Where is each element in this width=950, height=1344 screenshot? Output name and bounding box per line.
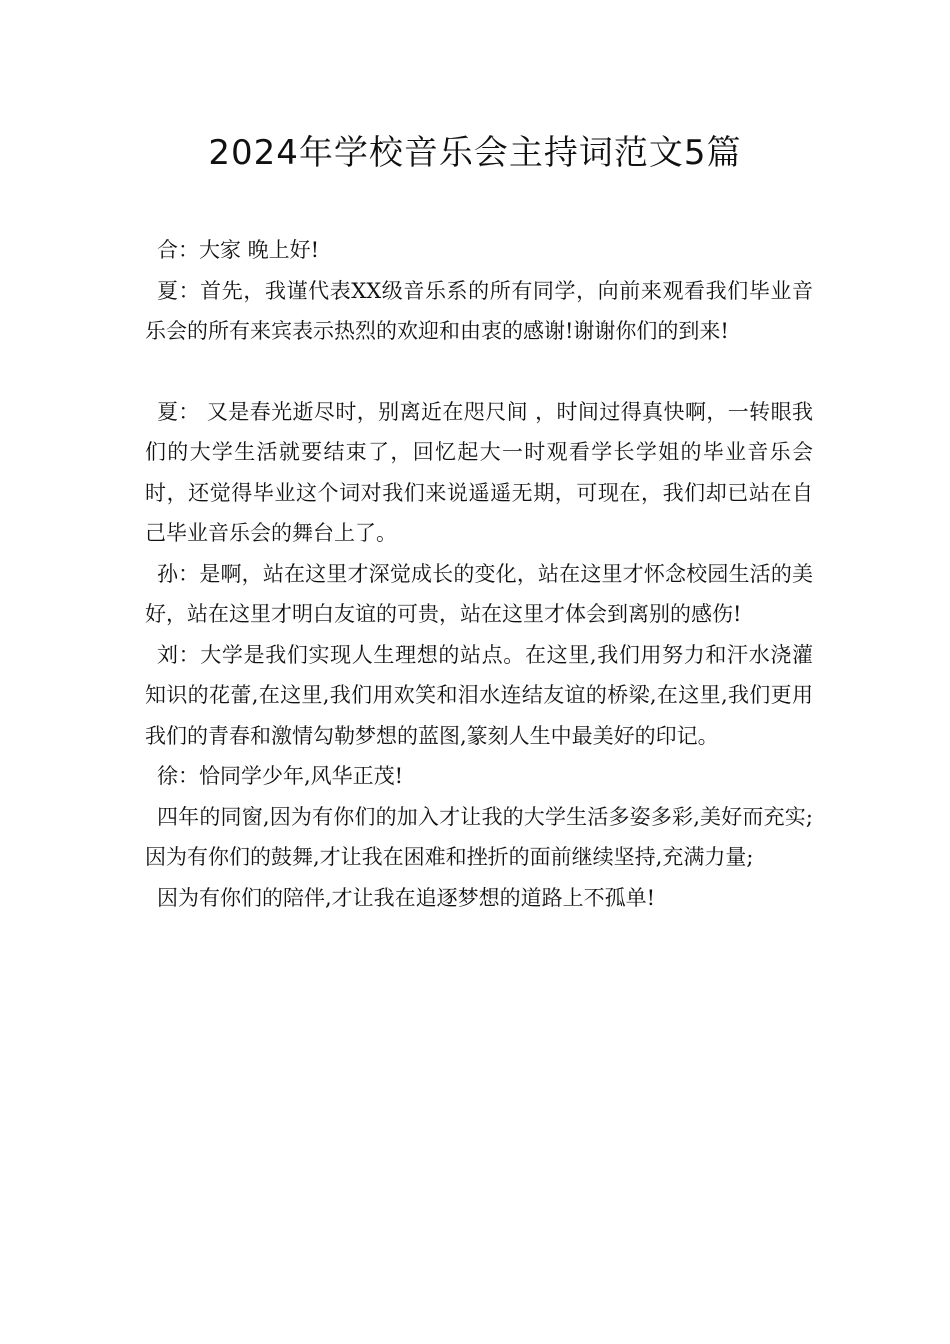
paragraph-welcome: 夏：首先，我谨代表XX级音乐系的所有同学，向前来观看我们毕业音乐会的所有来宾表示热烈的欢迎和由衷的感谢!谢谢你们的到来! <box>145 278 813 343</box>
document-body <box>145 230 813 918</box>
paragraph-xu: 徐：恰同学少年,风华正茂! <box>157 764 404 788</box>
paragraph-sun: 孙：是啊，站在这里才深觉成长的变化，站在这里才怀念校园生活的美好，站在这里才明白友谊的可贵，站在这里才体会到离别的感伤! <box>145 561 813 626</box>
paragraph-spacer <box>145 352 813 392</box>
paragraph-greeting: 合：大家 晚上好! <box>157 238 320 262</box>
document-title: 2024年学校音乐会主持词范文5篇 <box>208 133 742 173</box>
paragraph-companionship: 因为有你们的陪伴,才让我在追逐梦想的道路上不孤单! <box>157 885 656 910</box>
paragraph-classmates: 四年的同窗,因为有你们的加入才让我的大学生活多姿多彩,美好而充实;因为有你们的鼓舞,才让我在困难和挫折的面前继续坚持,充满力量; <box>145 804 813 869</box>
paragraph-spring: 夏： 又是春光逝尽时，别离近在咫尺间 ，时间过得真快啊，一转眼我们的大学生活就要结束了，回忆起大一时观看学长学姐的毕业音乐会时，还觉得毕业这个词对我们来说遥遥无期，可现在，我们却已站在自己毕业音乐会的舞台上了。 <box>145 399 813 545</box>
paragraph-liu: 刘：大学是我们实现人生理想的站点。在这里,我们用努力和汗水浇灌知识的花蕾,在这里,我们用欢笑和泪水连结友谊的桥梁,在这里,我们更用我们的青春和激情勾勒梦想的蓝图,篆刻人生中最美好的印记。 <box>145 642 813 748</box>
